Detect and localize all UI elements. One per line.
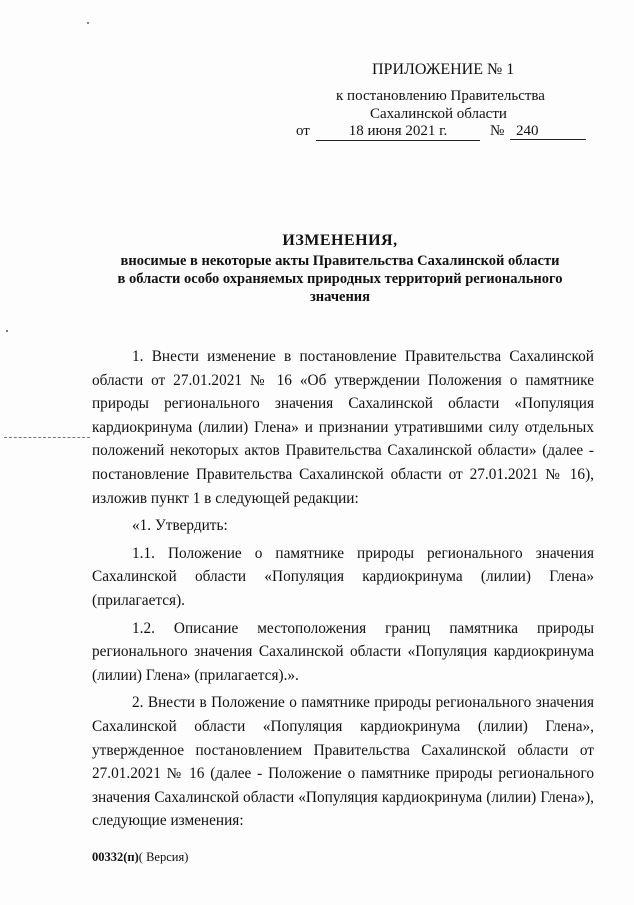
document-body [92, 345, 594, 833]
paragraph-4: 1.2. Описание местоположения границ памятника природы регионального значения Сахалинской области «Популяция кардиокринума (лилии) Глена» (прилагается).». [92, 619, 594, 684]
paragraph-2: «1. Утвердить: [132, 517, 228, 535]
scan-speck [87, 22, 89, 24]
appendix-number: 240 [510, 122, 586, 140]
scan-dash-artifact [4, 437, 90, 438]
paragraph-1: 1. Внести изменение в постановление Правительства Сахалинской области от 27.01.2021 № 16 «Об утверждении Положения о памятнике природы регионального значения Сахалинской области «Популяция кардиокринума (лилии) Глена» и признании утратившими силу отдельных положений некоторых актов Правительства Сахалинской области» (далее - постановление Правительства Сахалинской области от 27.01.2021 № 16), изложив пункт 1 в следующей редакции: [92, 348, 594, 507]
title-line-1: вносимые в некоторые акты Правительства Сахалинской области [120, 253, 560, 269]
footer-code: 00332(п) [92, 850, 139, 864]
appendix-from-label: от [296, 123, 310, 139]
appendix-date: 18 июня 2021 г. [316, 122, 480, 141]
title-line-3: значения [309, 289, 371, 305]
footer-version: ( Версия) [138, 850, 189, 864]
appendix-title: ПРИЛОЖЕНИЕ № 1 [372, 61, 515, 78]
appendix-region: Сахалинской области [370, 106, 507, 122]
document-heading: ИЗМЕНЕНИЯ, [282, 232, 398, 249]
document-title [90, 232, 590, 306]
appendix-resolution-line: к постановлению Правительства [336, 88, 545, 104]
paragraph-5: 2. Внести в Положение о памятнике природы регионального значения Сахалинской области «Популяция кардиокринума (лилии) Глена», утвержденное постановлением Правительства Сахалинской области от 27.01.2021 № 16 (далее - Положение о памятнике природы регионального значения Сахалинской области «Популяция кардиокринума (лилии) Глена»), следующие изменения: [92, 694, 594, 830]
appendix-number-label: № [490, 123, 505, 139]
title-line-2: в области особо охраняемых природных территорий регионального [117, 271, 563, 287]
document-footer [92, 850, 188, 865]
scan-speck [6, 330, 8, 332]
paragraph-3: 1.1. Положение о памятнике природы регионального значения Сахалинской области «Популяция кардиокринума (лилии) Глена» (прилагается). [92, 544, 594, 609]
